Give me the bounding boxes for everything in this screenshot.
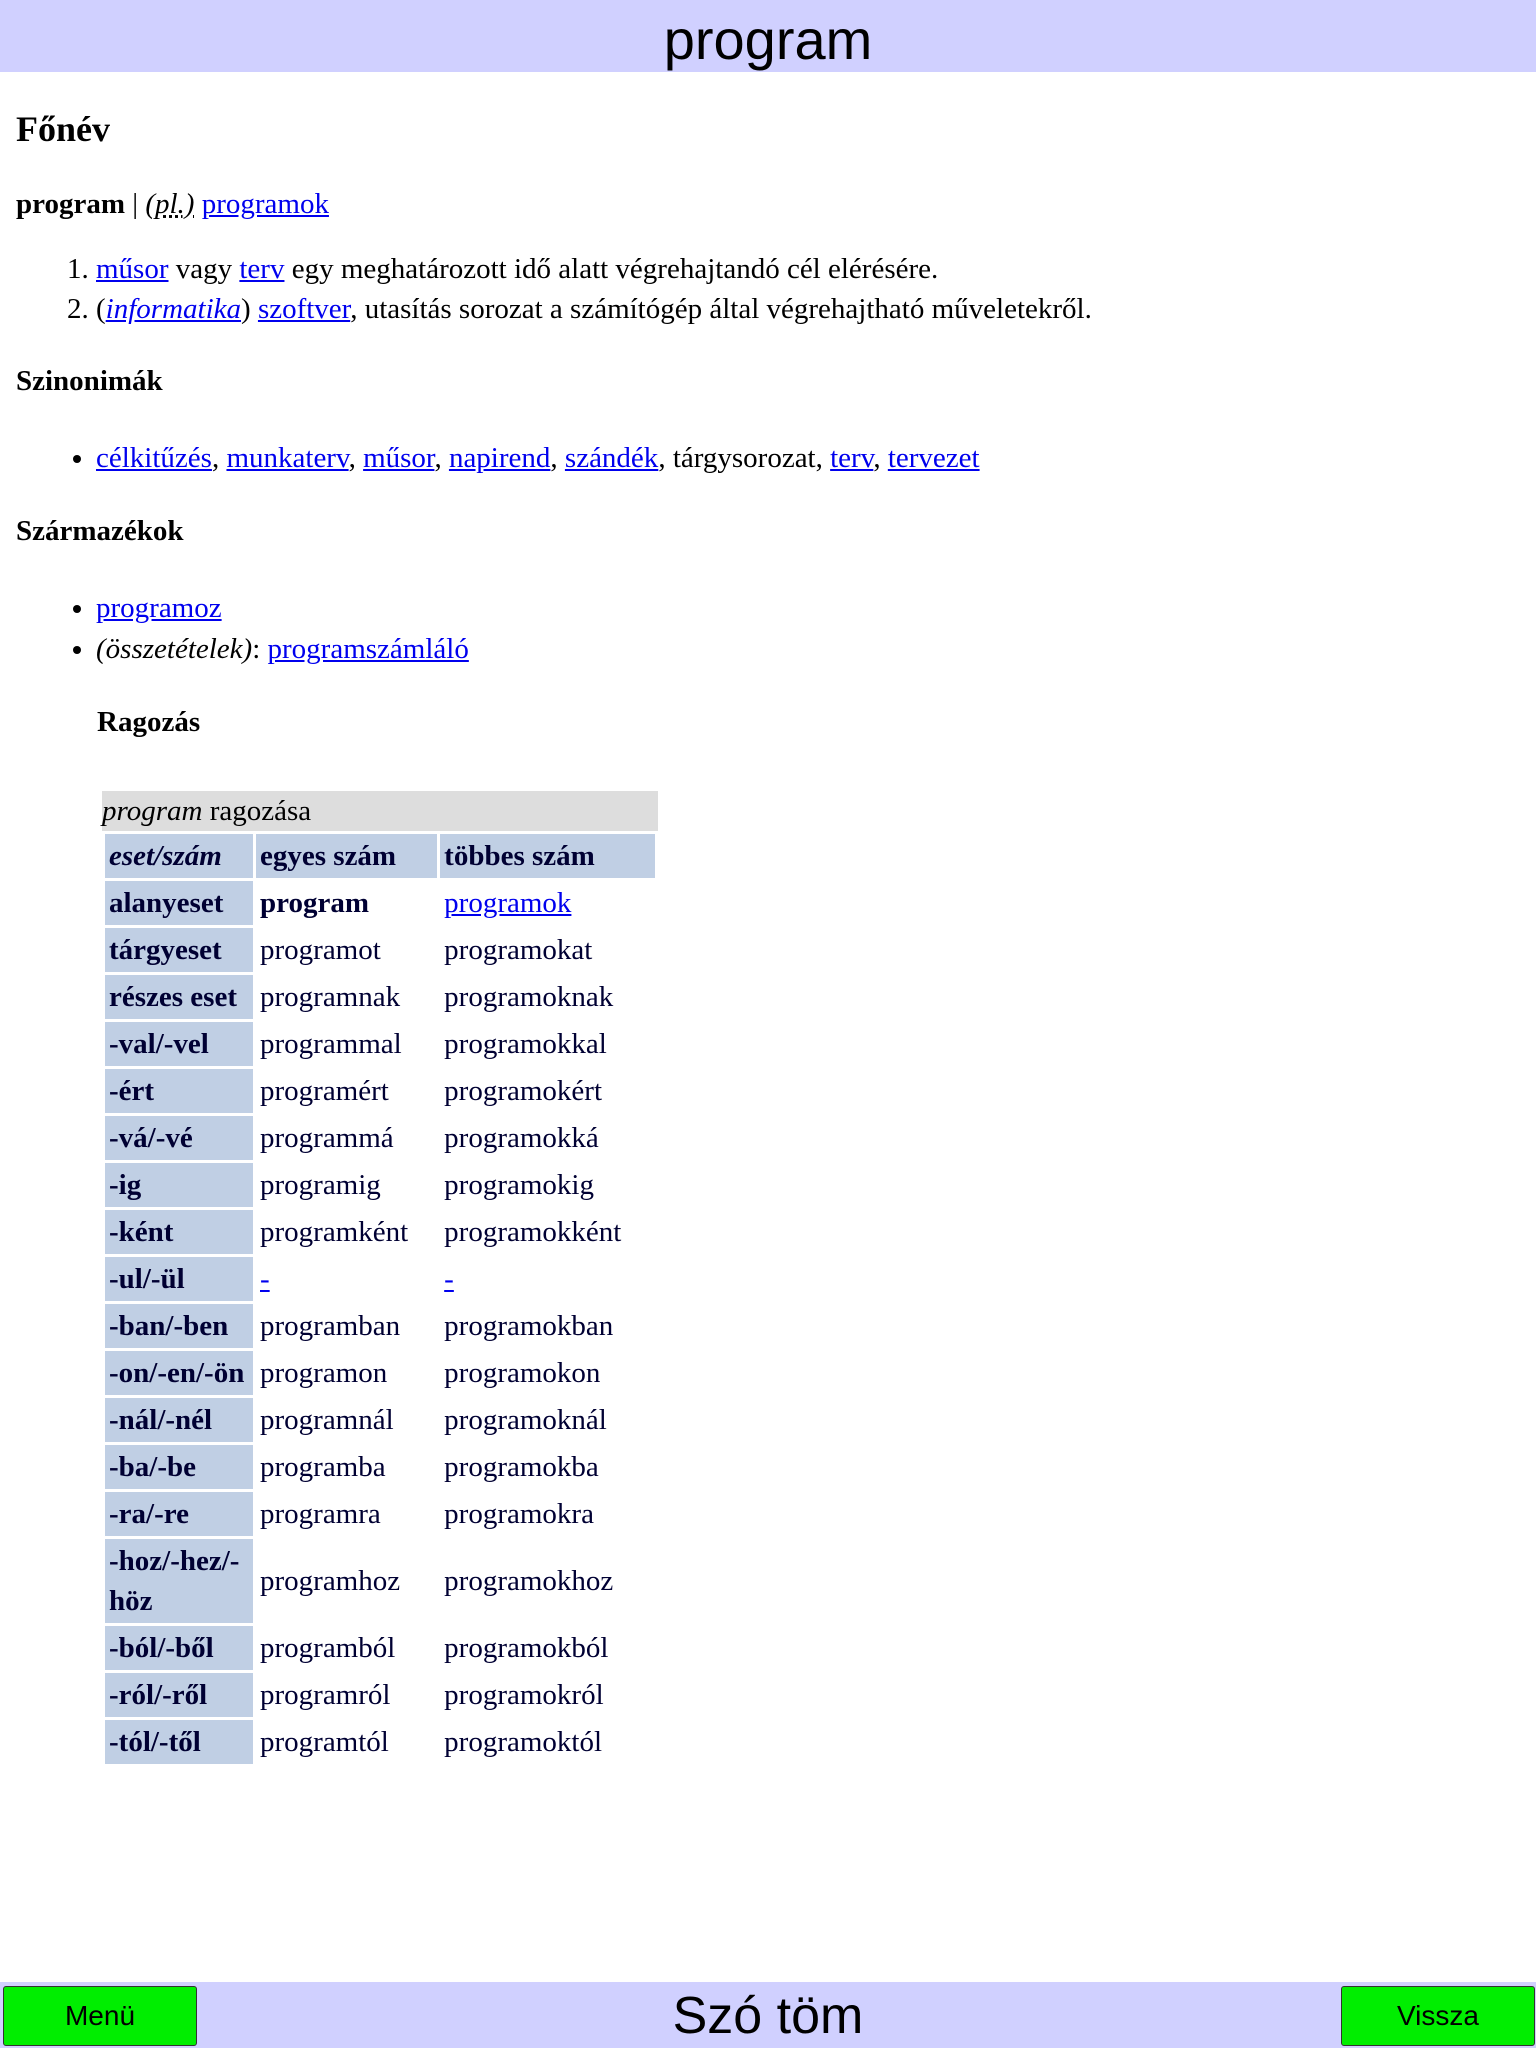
table-header-row [105, 834, 655, 878]
case-label: -ért [105, 1069, 253, 1113]
synonyms-list [16, 438, 1516, 479]
inflection-caption [102, 791, 658, 831]
synonym-text: tárgysorozat [672, 442, 816, 474]
table-row [105, 1022, 655, 1066]
plural-form: programokba [444, 1451, 599, 1483]
singular-form: programért [260, 1075, 389, 1107]
synonym-link[interactable]: tervezet [887, 442, 980, 474]
singular-form: programnak [260, 981, 401, 1013]
sense-link[interactable]: szoftver [257, 293, 351, 325]
plural-form [440, 881, 655, 925]
case-label: -vá/-vé [105, 1116, 253, 1160]
plural-form: programokért [444, 1075, 603, 1107]
case-label: -ra/-re [105, 1492, 253, 1536]
singular-form: programig [260, 1169, 381, 1201]
case-label: alanyeset [105, 881, 253, 925]
case-label: -ig [105, 1163, 253, 1207]
table-row [105, 928, 655, 972]
plural-form: programokból [444, 1632, 609, 1664]
synonym-link[interactable]: napirend [448, 442, 551, 474]
table-row [105, 1492, 655, 1536]
plural-form: programokban [444, 1310, 614, 1342]
table-header-cell [105, 834, 253, 878]
table-row [105, 1351, 655, 1395]
case-label: -ként [105, 1210, 253, 1254]
synonyms-heading: Szinonimák [16, 365, 163, 397]
headword: program [16, 188, 126, 220]
case-label: tárgyeset [105, 928, 253, 972]
table-row [105, 881, 655, 925]
header-text: eset/szám [109, 840, 222, 872]
caption-rest: ragozása [202, 795, 312, 827]
singular-form: programon [260, 1357, 388, 1389]
singular-form: programról [260, 1679, 391, 1711]
compounds-separator: : [252, 633, 268, 665]
domain-link[interactable]: informatika [105, 293, 242, 325]
plural-form: programokká [444, 1122, 599, 1154]
synonyms-item: • célkitűzés, munkaterv, műsor, napirend, szándék, tárgysorozat, terv, tervezet [96, 438, 1516, 479]
plural-form: programokig [444, 1169, 594, 1201]
synonym-link[interactable]: célkitűzés [96, 442, 212, 474]
singular-form: programba [260, 1451, 386, 1483]
plural-form: programokkal [444, 1028, 607, 1060]
singular-form: programnál [260, 1404, 394, 1436]
case-label: -ból/-ből [105, 1626, 253, 1670]
table-row [105, 1069, 655, 1113]
singular-form [256, 1257, 437, 1301]
case-label: -val/-vel [105, 1022, 253, 1066]
plural-form: programokat [444, 934, 593, 966]
synonym-link[interactable]: terv [830, 442, 874, 474]
inflection-table-wrapper [102, 791, 658, 1767]
singular-form: programban [260, 1310, 401, 1342]
table-row [105, 1257, 655, 1301]
table-row [105, 1445, 655, 1489]
derived-item [96, 629, 1516, 670]
inflection-heading: Ragozás [97, 706, 201, 738]
derived-link[interactable]: programoz [96, 592, 222, 624]
sense-item [96, 289, 1516, 329]
sense-text: ( [96, 293, 106, 325]
table-header-cell: többes szám [440, 834, 655, 878]
plural-form-link[interactable]: programok [444, 887, 572, 919]
case-label: -ba/-be [105, 1445, 253, 1489]
table-row [105, 1720, 655, 1764]
page-title: program [663, 8, 873, 71]
plural-form: programokon [444, 1357, 601, 1389]
sense-link[interactable]: műsor [96, 253, 169, 285]
inflection-table [102, 831, 658, 1767]
table-header-cell: egyes szám [256, 834, 437, 878]
singular-form: programot [260, 934, 381, 966]
derived-item [96, 588, 1516, 629]
synonym-link[interactable]: szándék [564, 442, 659, 474]
derived-heading: Származékok [16, 515, 184, 547]
singular-form: programtól [260, 1726, 389, 1758]
table-row [105, 1210, 655, 1254]
part-of-speech-heading: Főnév [16, 109, 110, 149]
singular-form: programmá [260, 1122, 394, 1154]
table-row [105, 1673, 655, 1717]
singular-form [256, 881, 437, 925]
headword-separator: | [125, 188, 146, 220]
table-row [105, 1626, 655, 1670]
sense-list [16, 249, 1516, 329]
plural-form: programokként [444, 1216, 622, 1248]
page-title-bar [0, 0, 1536, 72]
missing-form-link[interactable]: - [260, 1263, 270, 1295]
singular-form: programra [260, 1498, 381, 1530]
sense-item [96, 249, 1516, 289]
sense-text: vagy [168, 253, 240, 285]
singular-form: programként [260, 1216, 409, 1248]
plural-form: programokra [444, 1498, 594, 1530]
back-button[interactable]: Vissza [1341, 1986, 1535, 2046]
plural-form [440, 1257, 655, 1301]
singular-form: programhoz [260, 1565, 401, 1597]
synonym-link[interactable]: műsor [363, 442, 435, 474]
plural-form: programokhoz [444, 1565, 614, 1597]
case-label: -ul/-ül [105, 1257, 253, 1301]
case-label: -hoz/-hez/-höz [105, 1539, 253, 1623]
singular-form: programmal [260, 1028, 402, 1060]
sense-text: ) [241, 293, 258, 325]
entry-content [16, 72, 1516, 1767]
plural-form: programoknál [444, 1404, 607, 1436]
plural-form: programoknak [444, 981, 614, 1013]
case-label: -ról/-ről [105, 1673, 253, 1717]
case-label: -ban/-ben [105, 1304, 253, 1348]
table-row [105, 1304, 655, 1348]
plural-form: programokról [444, 1679, 604, 1711]
caption-word: program [102, 795, 203, 827]
table-row [105, 1539, 655, 1623]
table-row [105, 1163, 655, 1207]
table-row [105, 975, 655, 1019]
headword-line [16, 188, 1516, 221]
bottom-title: Szó töm [672, 1987, 864, 2045]
table-row [105, 1398, 655, 1442]
case-label: -on/-en/-ön [105, 1351, 253, 1395]
case-label: -nál/-nél [105, 1398, 253, 1442]
case-label: részes eset [105, 975, 253, 1019]
compounds-label: (összetételek) [96, 633, 253, 665]
plural-form: programoktól [444, 1726, 603, 1758]
singular-form-text: program [260, 887, 370, 919]
missing-form-link[interactable]: - [444, 1263, 454, 1295]
case-label: -tól/-től [105, 1720, 253, 1764]
synonym-link[interactable]: munkaterv [226, 442, 349, 474]
sense-link[interactable]: terv [239, 253, 285, 285]
bottom-bar [0, 1982, 1536, 2048]
derived-list [16, 588, 1516, 670]
singular-form: programból [260, 1632, 396, 1664]
compound-link[interactable]: programszámláló [267, 633, 469, 665]
sense-text: egy meghatározott idő alatt végrehajtandó cél elérésére. [284, 253, 939, 285]
plural-link[interactable]: programok [201, 188, 329, 220]
menu-button[interactable]: Menü [3, 1986, 197, 2046]
sense-text: , utasítás sorozat a számítógép által végrehajtható műveletekről. [350, 293, 1092, 325]
plural-abbr: (pl.) [145, 188, 195, 220]
table-row [105, 1116, 655, 1160]
